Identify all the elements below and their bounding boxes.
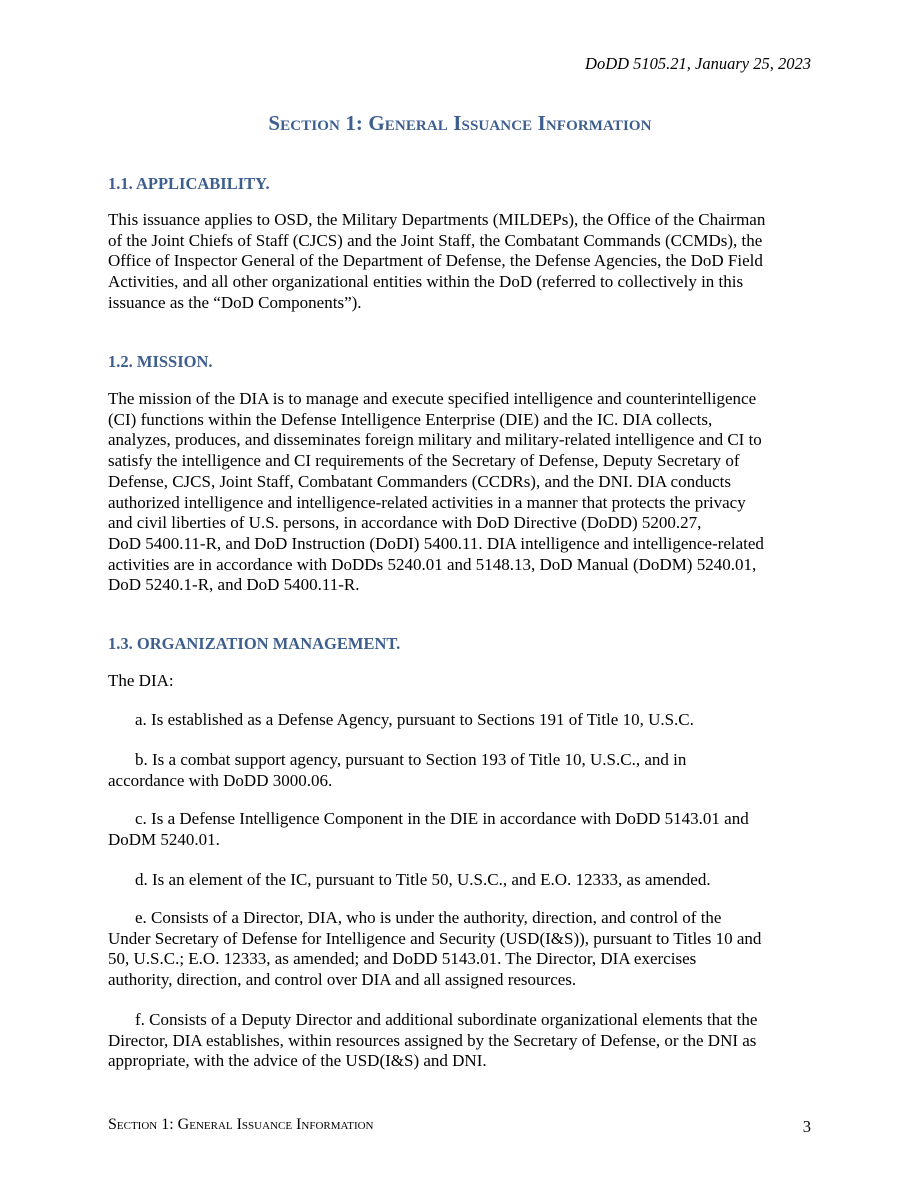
text-line: satisfy the intelligence and CI requirements of the Secretary of Defense, Deputy Secretary of <box>108 451 740 471</box>
text-line: authorized intelligence and intelligence-related activities in a manner that protects the privacy <box>108 492 746 512</box>
text-line: f. Consists of a Deputy Director and additional subordinate organizational elements that the <box>135 1010 758 1029</box>
text-line: DoD 5400.11-R, and DoD Instruction (DoDI) 5400.11. DIA intelligence and intelligence-related <box>108 533 764 553</box>
text-line: Defense, CJCS, Joint Staff, Combatant Commanders (CCDRs), and the DNI. DIA conducts <box>108 471 731 491</box>
text-line: Office of Inspector General of the Department of Defense, the Defense Agencies, the DoD Field <box>108 251 763 271</box>
text-line: This issuance applies to OSD, the Military Departments (MILDEPs), the Office of the Chairman <box>108 210 766 229</box>
list-item-e <box>108 908 818 991</box>
text-line: The mission of the DIA is to manage and execute specified intelligence and counterintelligence <box>108 389 757 408</box>
list-item-d <box>108 870 818 891</box>
footer-section-title: Section 1: General Issuance Information <box>108 1116 374 1133</box>
text-line: issuance as the “DoD Components”). <box>108 292 362 312</box>
applicability-text <box>108 210 818 314</box>
text-line: activities are in accordance with DoDDs 5240.01 and 5148.13, DoD Manual (DoDM) 5240.01, <box>108 554 757 574</box>
text-line: a. Is established as a Defense Agency, pursuant to Sections 191 of Title 10, U.S.C. <box>135 710 694 729</box>
heading-organization-management: 1.3. ORGANIZATION MANAGEMENT. <box>108 634 401 653</box>
page-number: 3 <box>802 1117 811 1136</box>
text-line: authority, direction, and control over DIA and all assigned resources. <box>108 970 577 990</box>
text-line: appropriate, with the advice of the USD(I&S) and DNI. <box>108 1051 487 1071</box>
text-line: Director, DIA establishes, within resources assigned by the Secretary of Defense, or the DNI as <box>108 1030 757 1050</box>
text-line: Activities, and all other organizational entities within the DoD (referred to collectively in this <box>108 272 744 292</box>
text-line: Under Secretary of Defense for Intelligence and Security (USD(I&S)), pursuant to Titles 10 and <box>108 928 762 948</box>
heading-mission: 1.2. MISSION. <box>108 352 213 371</box>
text-line: and civil liberties of U.S. persons, in accordance with DoD Directive (DoDD) 5200.27, <box>108 513 702 533</box>
list-item-c <box>108 809 818 850</box>
text-line: DoDM 5240.01. <box>108 829 220 849</box>
section-title: Section 1: General Issuance Information <box>268 111 652 135</box>
text-line: d. Is an element of the IC, pursuant to Title 50, U.S.C., and E.O. 12333, as amended. <box>135 870 711 889</box>
organization-intro <box>108 671 818 692</box>
text-line: accordance with DoDD 3000.06. <box>108 770 333 790</box>
text-line: of the Joint Chiefs of Staff (CJCS) and the Joint Staff, the Combatant Commands (CCMDs), the <box>108 230 763 250</box>
heading-applicability: 1.1. APPLICABILITY. <box>108 174 270 193</box>
document-reference: DoDD 5105.21, January 25, 2023 <box>585 54 811 73</box>
text-line: c. Is a Defense Intelligence Component in the DIE in accordance with DoDD 5143.01 and <box>135 809 749 828</box>
mission-text <box>108 389 818 596</box>
list-item-f <box>108 1010 818 1072</box>
text-line: e. Consists of a Director, DIA, who is under the authority, direction, and control of the <box>135 908 722 927</box>
text-line: b. Is a combat support agency, pursuant to Section 193 of Title 10, U.S.C., and in <box>135 750 687 769</box>
text-line: 50, U.S.C.; E.O. 12333, as amended; and DoDD 5143.01. The Director, DIA exercises <box>108 949 697 969</box>
text-line: (CI) functions within the Defense Intelligence Enterprise (DIE) and the IC. DIA collects, <box>108 409 713 429</box>
list-item-a <box>108 710 818 731</box>
text-line: analyzes, produces, and disseminates foreign military and military-related intelligence and CI to <box>108 430 762 450</box>
list-item-b <box>108 750 818 791</box>
text-line: DoD 5240.1-R, and DoD 5400.11-R. <box>108 575 360 595</box>
text-line: The DIA: <box>108 671 174 690</box>
